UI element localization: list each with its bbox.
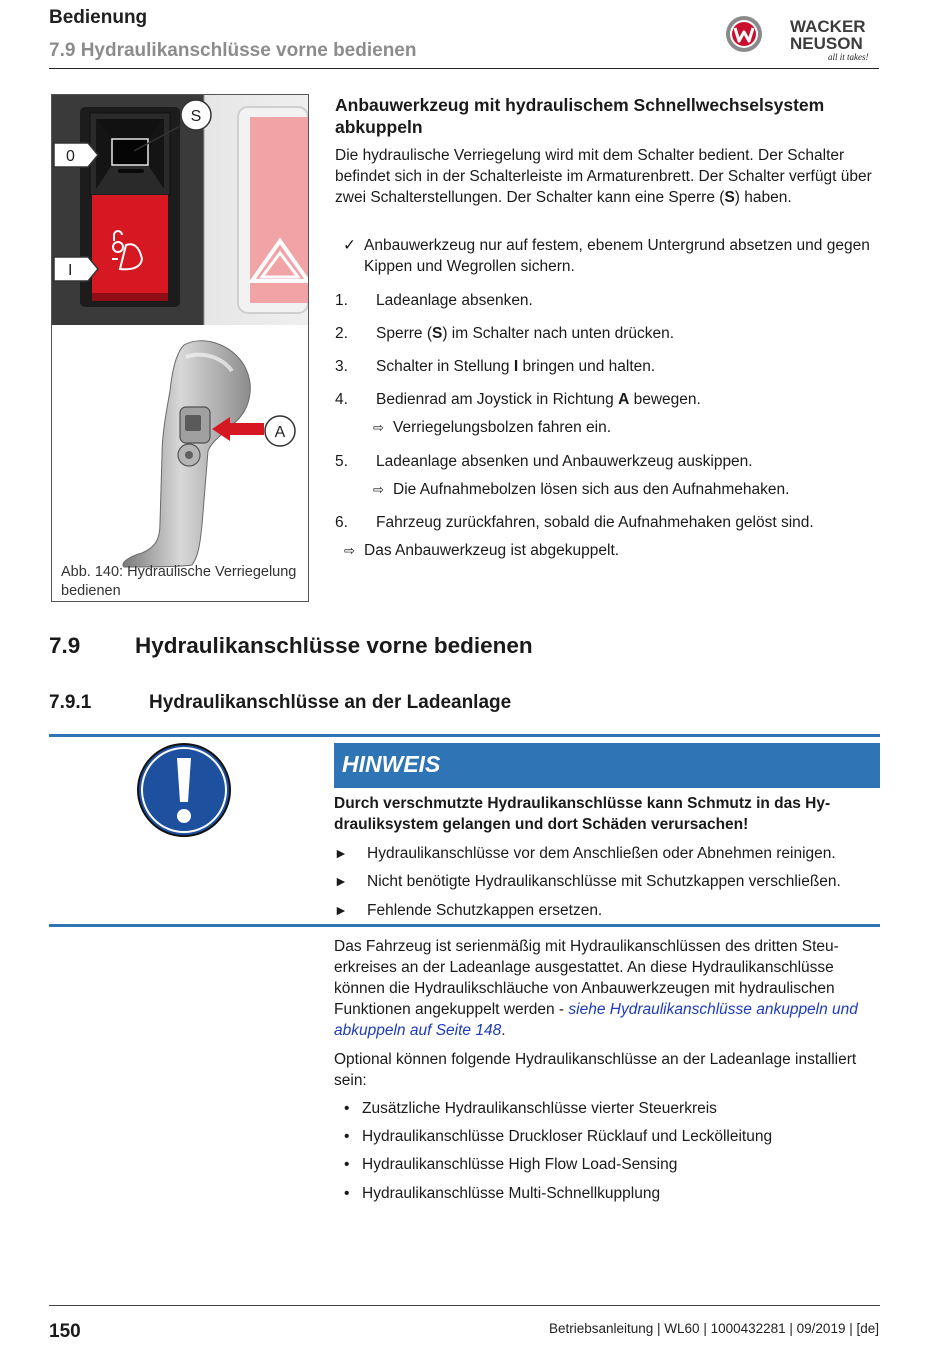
- result-arrow-icon: ⇨: [344, 543, 355, 558]
- footer-divider: [49, 1305, 880, 1306]
- figure-caption: Abb. 140: Hydraulische Verriegelung bedienen: [61, 564, 297, 599]
- mandatory-notice-icon: [136, 742, 232, 838]
- logo-tagline: all it takes!: [828, 52, 869, 62]
- section-heading: [49, 633, 879, 663]
- notice-bullet: ► Nicht benötigte Hydraulikanschlüsse mit Schutzkappen verschließen.: [334, 873, 841, 890]
- procedure-heading: Anbauwerkzeug mit hydraulischem Schnellwechselsystem abkuppeln: [335, 95, 825, 137]
- callout-s: S: [190, 108, 202, 125]
- header-divider: [49, 68, 879, 69]
- switch-joystick-illustration: [52, 95, 308, 601]
- precondition: [343, 235, 883, 277]
- result-arrow-icon: ⇨: [373, 420, 384, 435]
- notice-top-rule: [49, 734, 880, 737]
- notice-bottom-rule: [49, 924, 880, 927]
- subsection-heading: [49, 692, 879, 718]
- option-item: • Zusätzliche Hydraulikanschlüsse vierter Steuerkreis: [344, 1100, 717, 1117]
- notice-bullet: ► Fehlende Schutzkappen ersetzen.: [334, 902, 603, 919]
- callout-a: A: [274, 424, 286, 441]
- cross-reference-link[interactable]: siehe Hydraulikanschlüsse ankuppeln und abkuppeln auf Seite 148: [334, 1001, 858, 1039]
- document-meta: Betriebsanleitung | WL60 | 1000432281 | 09/2019 | [de]: [548, 1321, 879, 1336]
- callout-0: 0: [66, 148, 75, 165]
- option-item: • Hydraulikanschlüsse Druckloser Rücklauf und Leckölleitung: [344, 1128, 773, 1145]
- notice-label: HINWEIS: [334, 743, 880, 788]
- dot-bullet-icon: •: [344, 1100, 350, 1117]
- section-number: 7.9: [49, 633, 81, 658]
- section-title: Hydraulikanschlüsse vorne bedienen: [135, 633, 533, 658]
- check-icon: ✓: [343, 237, 356, 254]
- callout-i: I: [68, 262, 73, 279]
- precondition-text: Anbauwerkzeug nur auf festem, ebenem Untergrund absetzen und gegen Kippen und Wegrollen sichern.: [364, 237, 870, 275]
- wacker-neuson-logo: [724, 14, 880, 64]
- notice-statement: Durch verschmutzte Hydraulikanschlüsse kann Schmutz in das Hydrauliksystem gelangen und dort Schäden verursachen!: [334, 795, 831, 833]
- procedure-intro: Die hydraulische Verriegelung wird mit dem Schalter bedient. Der Schalter befindet sich in der Schalterleiste im Armaturenbrett. Der Schalter verfügt über zwei Schalterstellungen. Der Schalter kann eine Sperre (S) haben.: [335, 147, 872, 206]
- dot-bullet-icon: •: [344, 1156, 350, 1173]
- result-arrow-icon: ⇨: [373, 482, 384, 497]
- option-item: • Hydraulikanschlüsse High Flow Load-Sensing: [344, 1156, 678, 1173]
- page-number: 150: [49, 1321, 81, 1342]
- dot-bullet-icon: •: [344, 1128, 350, 1145]
- body-paragraph-2: Optional können folgende Hydraulikanschlüsse an der Ladeanlage installiert sein:: [334, 1051, 857, 1089]
- triangle-bullet-icon: ►: [334, 845, 348, 861]
- notice-bullet: ► Hydraulikanschlüsse vor dem Anschließen oder Abnehmen reinigen.: [334, 845, 836, 862]
- chapter-title: Bedienung: [49, 7, 148, 28]
- logo-line-2: NEUSON: [790, 34, 863, 53]
- logo-line-1: WACKER: [790, 17, 866, 36]
- subsection-title: Hydraulikanschlüsse an der Ladeanlage: [149, 692, 512, 713]
- section-subtitle: 7.9 Hydraulikanschlüsse vorne bedienen: [49, 40, 417, 61]
- dot-bullet-icon: •: [344, 1185, 350, 1202]
- subsection-number: 7.9.1: [49, 692, 92, 713]
- figure-frame: [51, 94, 309, 602]
- option-item: • Hydraulikanschlüsse Multi-Schnellkupplung: [344, 1185, 661, 1202]
- triangle-bullet-icon: ►: [334, 902, 348, 918]
- triangle-bullet-icon: ►: [334, 873, 348, 889]
- body-paragraph-1: Das Fahrzeug ist serienmäßig mit Hydraulikanschlüssen des dritten Steuerkreises an der Ladeanlage ausgestattet. An diese Hydraulikanschlüsse können die Hydraulikschläuche von Anbauwerkzeugen mit hydraulischen Funktionen angekuppelt werden - siehe Hydraulikanschlüsse ankuppeln und abkuppeln auf Seite 148.: [334, 938, 858, 1039]
